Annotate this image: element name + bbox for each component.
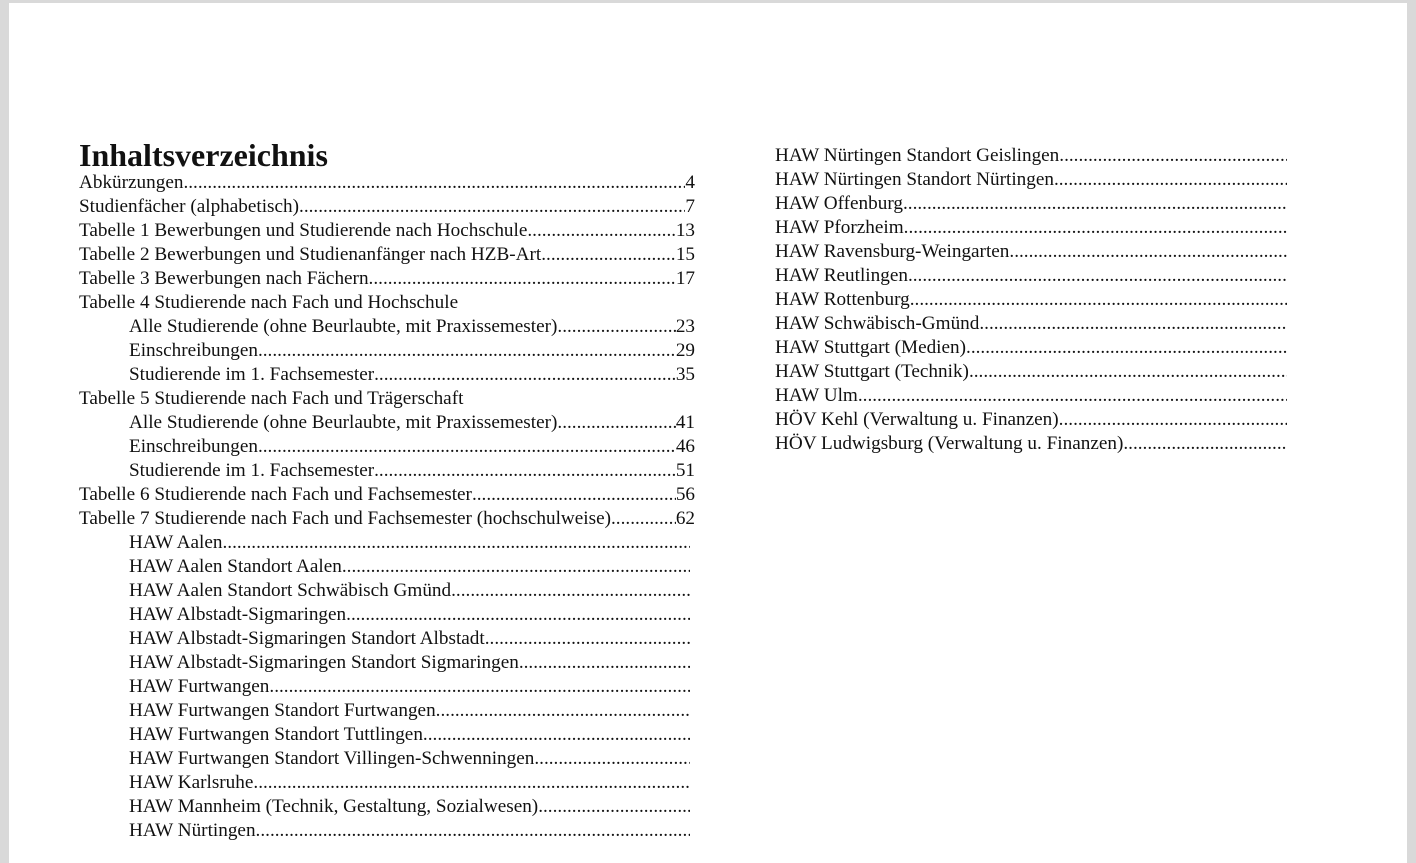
toc-left-column xyxy=(79,135,695,843)
toc-entry[interactable] xyxy=(775,144,1287,168)
toc-leader-dots xyxy=(904,216,1287,240)
toc-entry[interactable] xyxy=(79,387,695,411)
toc-entry[interactable] xyxy=(79,651,690,675)
toc-leader-dots xyxy=(538,795,690,819)
toc-entry-label: Tabelle 3 Bewerbungen nach Fächern xyxy=(79,268,369,289)
toc-page-number: 46 xyxy=(675,436,695,457)
toc-entry[interactable] xyxy=(79,267,695,291)
toc-page-number: 4 xyxy=(685,172,695,193)
toc-entry-label: Tabelle 1 Bewerbungen und Studierende nach Hochschule xyxy=(79,220,528,241)
toc-entry-label: HAW Karlsruhe xyxy=(129,772,254,793)
toc-entry-label: HAW Aalen Standort Schwäbisch Gmünd xyxy=(129,580,452,601)
toc-leader-dots xyxy=(1059,408,1287,432)
toc-leader-dots xyxy=(1054,168,1287,192)
toc-leader-dots xyxy=(519,651,690,675)
toc-entry[interactable] xyxy=(79,435,695,459)
toc-entry-label: Studienfächer (alphabetisch) xyxy=(79,196,300,217)
toc-page-number: 13 xyxy=(675,220,695,241)
toc-leader-dots xyxy=(534,747,690,771)
toc-entry-label: HÖV Ludwigsburg (Verwaltung u. Finanzen) xyxy=(775,433,1124,454)
toc-page-number: 41 xyxy=(675,412,695,433)
toc-entry[interactable] xyxy=(79,291,695,315)
toc-leader-dots xyxy=(1009,240,1287,264)
toc-entry-label: Einschreibungen xyxy=(129,436,258,457)
toc-leader-dots xyxy=(436,699,690,723)
toc-entry[interactable] xyxy=(79,771,690,795)
toc-entry-label: HAW Furtwangen Standort Tuttlingen xyxy=(129,724,423,745)
toc-entry[interactable] xyxy=(79,339,695,363)
toc-entry-label: Alle Studierende (ohne Beurlaubte, mit Praxissemester) xyxy=(129,412,558,433)
toc-page-number: 15 xyxy=(675,244,695,265)
toc-entry[interactable] xyxy=(79,675,690,699)
toc-entry-label: HAW Furtwangen Standort Villingen-Schwenningen xyxy=(129,748,535,769)
toc-leader-dots xyxy=(557,411,675,435)
toc-page-number: 7 xyxy=(685,196,695,217)
toc-entry[interactable] xyxy=(775,240,1287,264)
toc-entry[interactable] xyxy=(79,507,695,531)
toc-page-number: 56 xyxy=(675,484,695,505)
toc-leader-dots xyxy=(979,312,1287,336)
toc-entry-label: Alle Studierende (ohne Beurlaubte, mit Praxissemester) xyxy=(129,316,558,337)
toc-leader-dots xyxy=(253,771,690,795)
toc-entry[interactable] xyxy=(775,312,1287,336)
toc-entry[interactable] xyxy=(79,483,695,507)
toc-leader-dots xyxy=(299,195,685,219)
toc-page-number: 23 xyxy=(675,316,695,337)
toc-entry-label: Abkürzungen xyxy=(79,172,184,193)
toc-leader-dots xyxy=(541,243,676,267)
toc-page-number: 17 xyxy=(675,268,695,289)
toc-leader-dots xyxy=(346,603,690,627)
toc-entry-label: Tabelle 5 Studierende nach Fach und Trägerschaft xyxy=(79,388,464,409)
toc-entry[interactable] xyxy=(79,699,690,723)
toc-entry[interactable] xyxy=(79,315,695,339)
toc-entry-label: HAW Furtwangen Standort Furtwangen xyxy=(129,700,436,721)
toc-entry[interactable] xyxy=(775,360,1287,384)
toc-entry-label: HAW Nürtingen Standort Nürtingen xyxy=(775,169,1054,190)
toc-entry-label: HÖV Kehl (Verwaltung u. Finanzen) xyxy=(775,409,1059,430)
toc-entry[interactable] xyxy=(79,603,690,627)
toc-entry[interactable] xyxy=(79,555,690,579)
toc-entry[interactable] xyxy=(79,795,690,819)
toc-leader-dots xyxy=(527,219,675,243)
toc-entry[interactable] xyxy=(775,192,1287,216)
toc-entry-label: Tabelle 7 Studierende nach Fach und Fachsemester (hochschulweise) xyxy=(79,508,611,529)
toc-entry-label: Tabelle 2 Bewerbungen und Studienanfänger nach HZB-Art xyxy=(79,244,542,265)
toc-page-number: 62 xyxy=(675,508,695,529)
toc-leader-dots xyxy=(1059,144,1287,168)
toc-leader-dots xyxy=(258,435,676,459)
toc-entry[interactable] xyxy=(775,216,1287,240)
toc-leader-dots xyxy=(374,459,676,483)
toc-entry[interactable] xyxy=(775,432,1287,456)
toc-entry[interactable] xyxy=(79,243,695,267)
toc-leader-dots xyxy=(858,384,1287,408)
toc-entry[interactable] xyxy=(79,531,690,555)
toc-leader-dots xyxy=(611,507,676,531)
toc-entry-label: HAW Schwäbisch-Gmünd xyxy=(775,313,980,334)
toc-leader-dots xyxy=(423,723,690,747)
toc-entry[interactable] xyxy=(775,336,1287,360)
toc-entry[interactable] xyxy=(775,168,1287,192)
toc-entry[interactable] xyxy=(79,171,695,195)
toc-leader-dots xyxy=(269,675,690,699)
toc-list-right xyxy=(775,144,1287,456)
toc-right-column xyxy=(775,144,1287,456)
toc-entry[interactable] xyxy=(79,219,695,243)
toc-entry-label: HAW Albstadt-Sigmaringen Standort Sigmaringen xyxy=(129,652,519,673)
toc-entry[interactable] xyxy=(79,723,690,747)
toc-entry[interactable] xyxy=(775,288,1287,312)
toc-entry-label: HAW Offenburg xyxy=(775,193,903,214)
toc-entry[interactable] xyxy=(79,819,690,843)
toc-leader-dots xyxy=(910,288,1287,312)
toc-entry-label: HAW Ravensburg-Weingarten xyxy=(775,241,1010,262)
toc-entry[interactable] xyxy=(79,411,695,435)
toc-leader-dots xyxy=(1123,432,1287,456)
toc-entry-label: HAW Nürtingen xyxy=(129,820,256,841)
toc-entry-label: Tabelle 4 Studierende nach Fach und Hochschule xyxy=(79,292,459,313)
toc-entry[interactable] xyxy=(79,195,695,219)
toc-entry[interactable] xyxy=(79,459,695,483)
toc-leader-dots xyxy=(557,315,675,339)
toc-entry-label: HAW Aalen Standort Aalen xyxy=(129,556,342,577)
toc-leader-dots xyxy=(969,360,1287,384)
toc-page-number: 29 xyxy=(675,340,695,361)
toc-entry-label: Tabelle 6 Studierende nach Fach und Fachsemester xyxy=(79,484,472,505)
toc-page-number: 35 xyxy=(675,364,695,385)
toc-page-number: 51 xyxy=(675,460,695,481)
toc-entry-label: HAW Nürtingen Standort Geislingen xyxy=(775,145,1060,166)
toc-entry-label: HAW Reutlingen xyxy=(775,265,908,286)
toc-list-left xyxy=(79,171,695,843)
toc-entry-label: HAW Albstadt-Sigmaringen xyxy=(129,604,347,625)
toc-entry[interactable] xyxy=(79,579,690,603)
toc-entry-label: Studierende im 1. Fachsemester xyxy=(129,364,375,385)
toc-leader-dots xyxy=(451,579,690,603)
toc-entry-label: HAW Rottenburg xyxy=(775,289,910,310)
page-title: Inhaltsverzeichnis xyxy=(79,137,328,173)
toc-entry[interactable] xyxy=(79,747,690,771)
toc-leader-dots xyxy=(903,192,1287,216)
toc-entry-label: HAW Albstadt-Sigmaringen Standort Albstadt xyxy=(129,628,485,649)
toc-entry[interactable] xyxy=(79,363,695,387)
toc-entry-label: Einschreibungen xyxy=(129,340,258,361)
toc-leader-dots xyxy=(342,555,690,579)
toc-leader-dots xyxy=(966,336,1287,360)
toc-leader-dots xyxy=(908,264,1287,288)
toc-entry-label: Studierende im 1. Fachsemester xyxy=(129,460,375,481)
toc-entry[interactable] xyxy=(775,384,1287,408)
toc-entry[interactable] xyxy=(775,408,1287,432)
toc-entry-label: HAW Furtwangen xyxy=(129,676,270,697)
toc-leader-dots xyxy=(256,819,690,843)
toc-entry[interactable] xyxy=(775,264,1287,288)
toc-entry-label: HAW Mannheim (Technik, Gestaltung, Sozialwesen) xyxy=(129,796,539,817)
toc-entry[interactable] xyxy=(79,627,690,651)
toc-leader-dots xyxy=(485,627,690,651)
toc-entry-label: HAW Pforzheim xyxy=(775,217,904,238)
document-page xyxy=(9,3,1407,863)
toc-entry-label: HAW Stuttgart (Technik) xyxy=(775,361,969,382)
toc-leader-dots xyxy=(183,171,685,195)
toc-leader-dots xyxy=(374,363,676,387)
toc-leader-dots xyxy=(223,531,691,555)
toc-leader-dots xyxy=(369,267,676,291)
toc-entry-label: HAW Stuttgart (Medien) xyxy=(775,337,967,358)
toc-entry-label: HAW Ulm xyxy=(775,385,858,406)
toc-leader-dots xyxy=(258,339,676,363)
toc-entry-label: HAW Aalen xyxy=(129,532,223,553)
toc-leader-dots xyxy=(472,483,676,507)
